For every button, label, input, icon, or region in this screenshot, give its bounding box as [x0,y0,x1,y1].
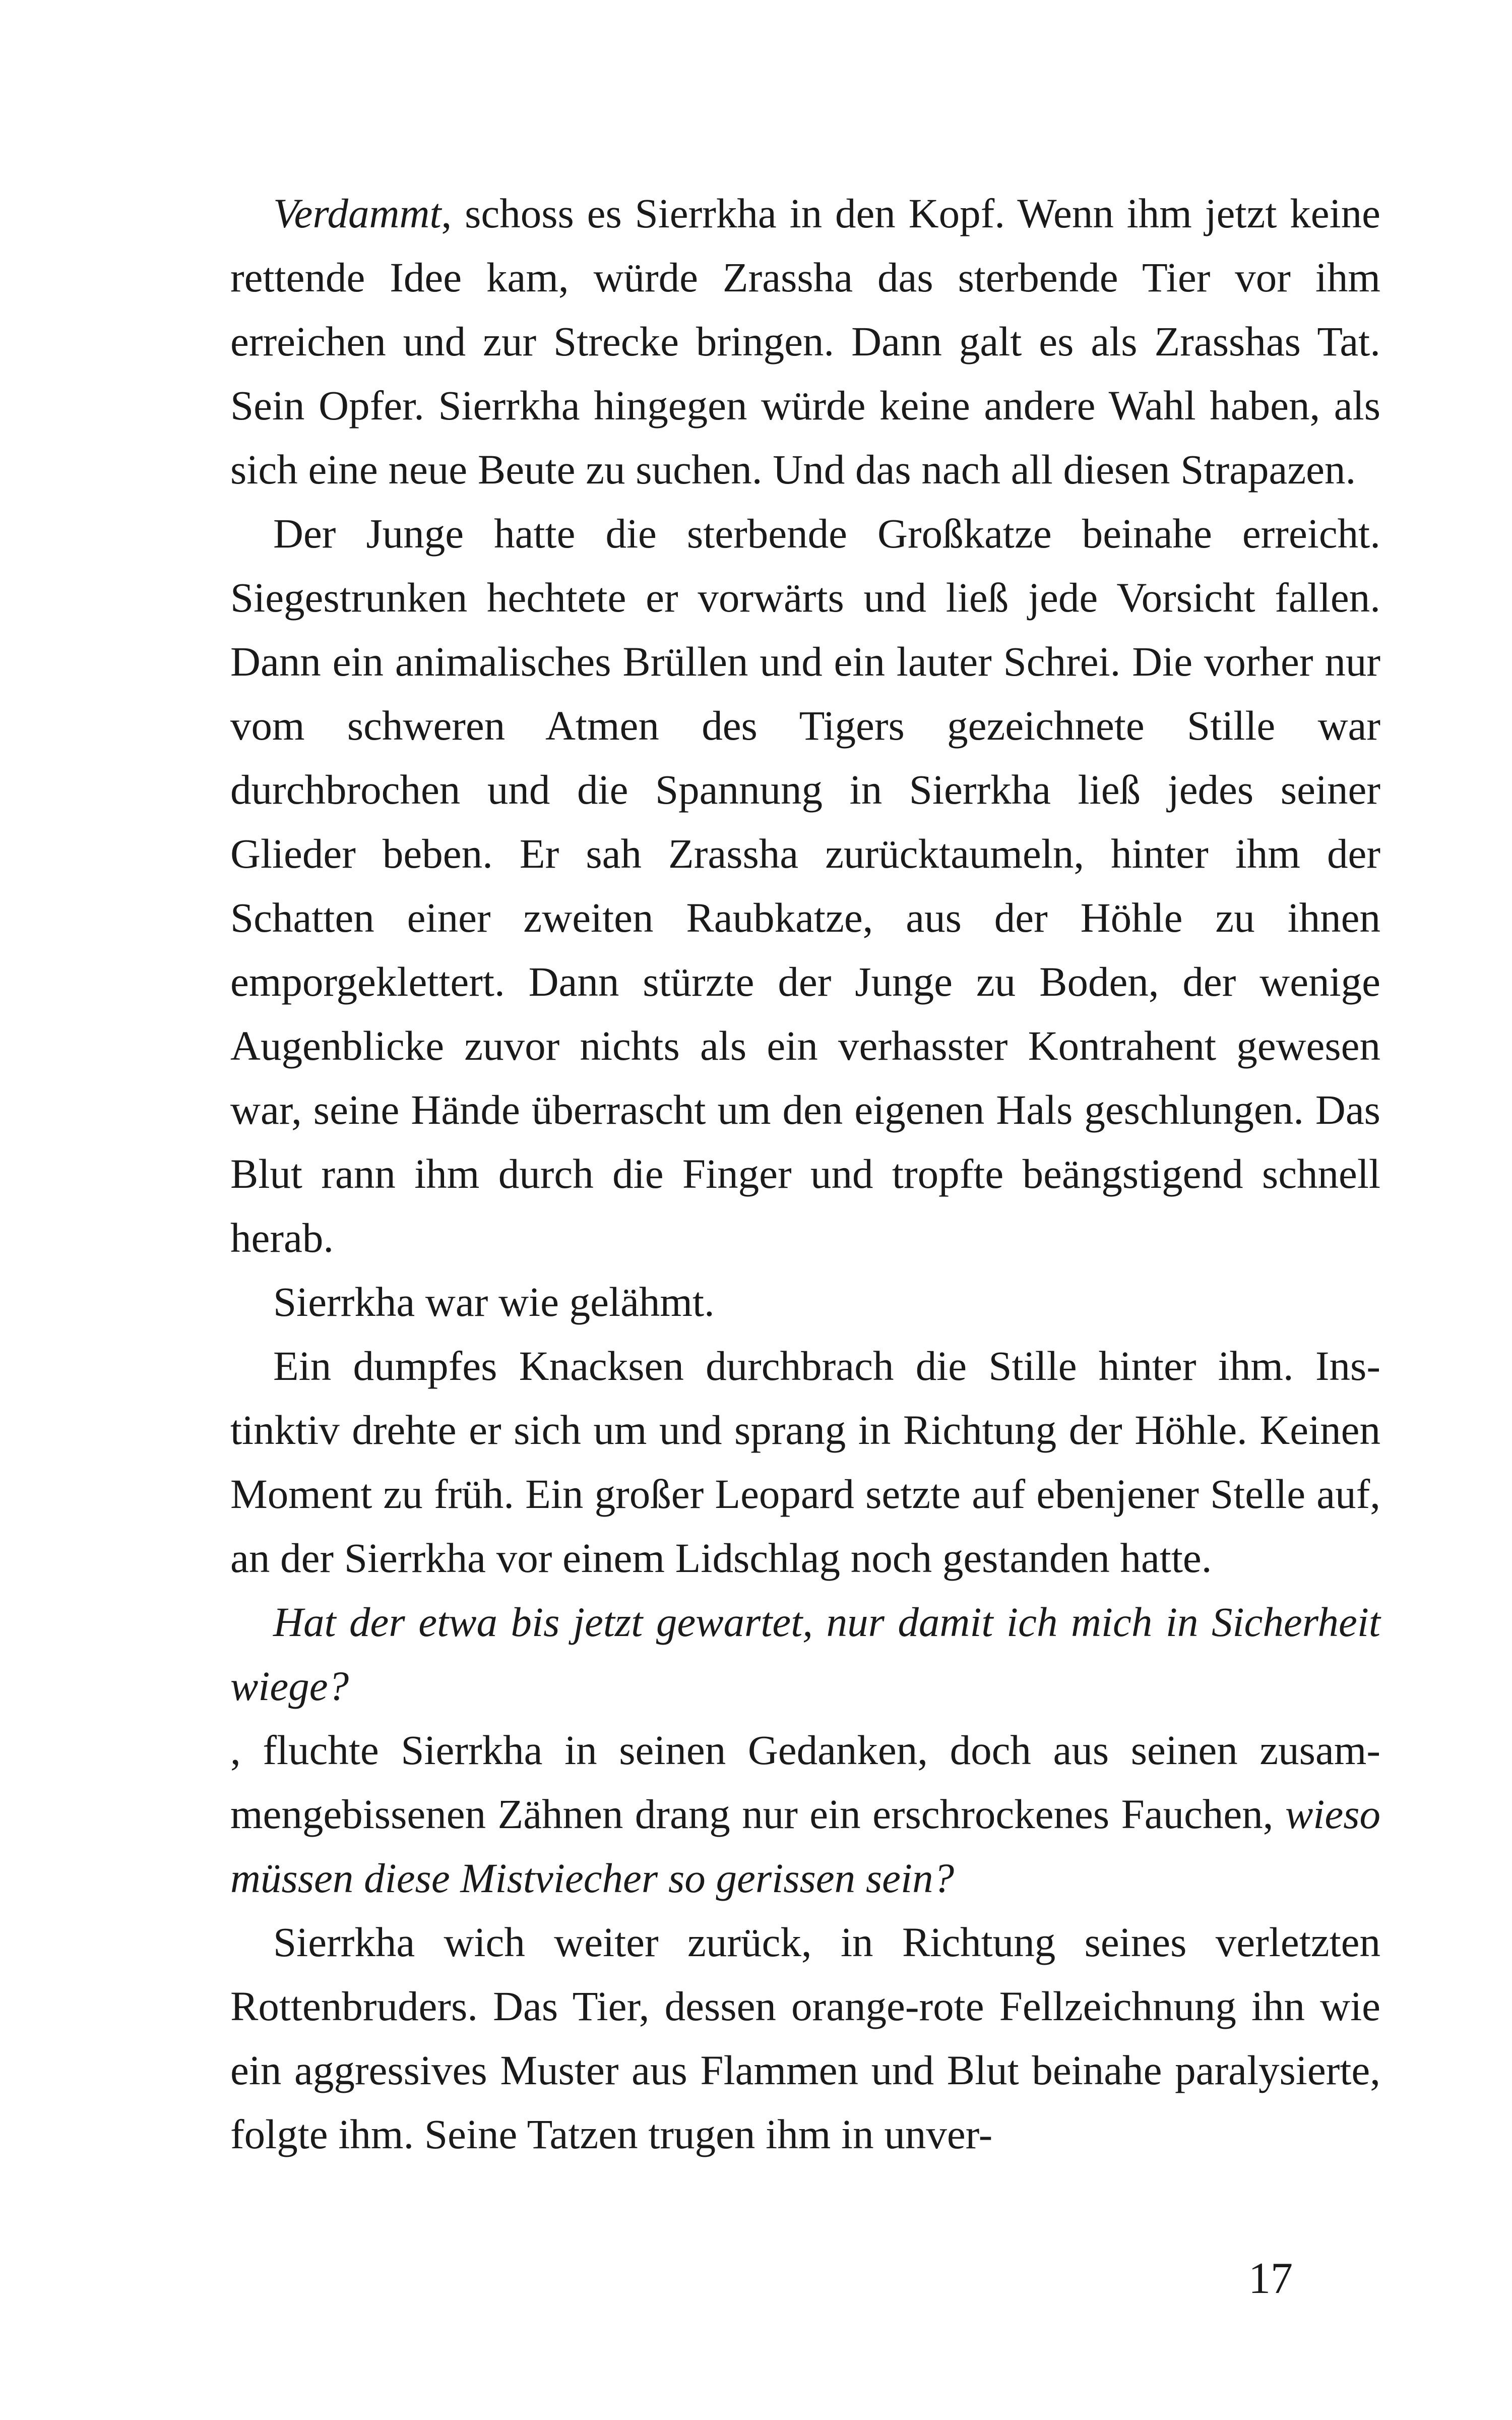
paragraph-1-lead-italic: Verdammt [273,190,442,236]
paragraph-1 [230,182,1380,502]
paragraph-6-text: , fluchte Sierrkha in seinen Gedanken, doch aus seinen zusammengebissenen Zähnen drang nur ein erschrockenes Fauchen, [230,1727,1380,1837]
paragraph-2-text: Der Junge hatte die sterbende Großkatze beinahe erreicht. Siegestrunken hechtete er vorwärts und ließ jede Vorsicht fallen. Dann ein animalisches Brüllen und ein lauter Schrei. Die vorher nur vom schweren Atmen des Tigers gezeichnete Stille war durchbrochen und die Spannung in Sierrkha ließ jedes seiner Glieder beben. Er sah Zrassha zurücktaumeln, hinter ihm der Schatten einer zweiten Raubkatze, aus der Höhle zu ihnen emporgeklettert. Dann stürzte der Junge zu Boden, der wenige Augenblicke zuvor nichts als ein verhasster Kontrahent gewesen war, seine Hände überrascht um den eigenen Hals geschlungen. Das Blut rann ihm durch die Finger und tropfte beängstigend schnell herab. [230,510,1380,1261]
paragraph-5-italic-thought [230,1590,1380,1718]
paragraph-3-text: Sierrkha war wie gelähmt. [273,1279,715,1325]
paragraph-1-text: , schoss es Sierrkha in den Kopf. Wenn ihm jetzt keine rettende Idee kam, würde Zrassha das sterbende Tier vor ihm erreichen und zur Strecke bringen. Dann galt es als Zrasshas Tat. Sein Opfer. Sierrkha hingegen würde keine andere Wahl haben, als sich eine neue Beute zu suchen. Und das nach all diesen Strapazen. [230,190,1380,493]
page-number: 17 [1248,2254,1293,2303]
paragraph-4 [230,1334,1380,1590]
body-text [230,182,1380,2166]
paragraph-4-text: Ein dumpfes Knacksen durchbrach die Stille hinter ihm. Instinktiv drehte er sich um und sprang in Richtung der Höhle. Keinen Moment zu früh. Ein großer Leopard setzte auf ebenjener Stelle auf, an der Sierrkha vor einem Lidschlag noch gestanden hatte. [230,1343,1380,1581]
paragraph-7-text: Sierrkha wich weiter zurück, in Richtung seines verletzten Rottenbruders. Das Tier, dessen orange-rote Fellzeichnung ihn wie ein aggressives Muster aus Flammen und Blut beinahe paralysierte, folgte ihm. Seine Tatzen trugen ihm in unver- [230,1919,1380,2157]
paragraph-7 [230,1910,1380,2166]
paragraph-2 [230,502,1380,1270]
paragraph-5-text: Hat der etwa bis jetzt gewartet, nur damit ich mich in Sicherheit wiege? [230,1599,1380,1709]
paragraph-6-trail-italic: wieso müssen diese Mistviecher so gerissen sein? [230,1791,1380,1901]
paragraph-6 [230,1718,1380,1910]
paragraph-3 [230,1270,1380,1334]
